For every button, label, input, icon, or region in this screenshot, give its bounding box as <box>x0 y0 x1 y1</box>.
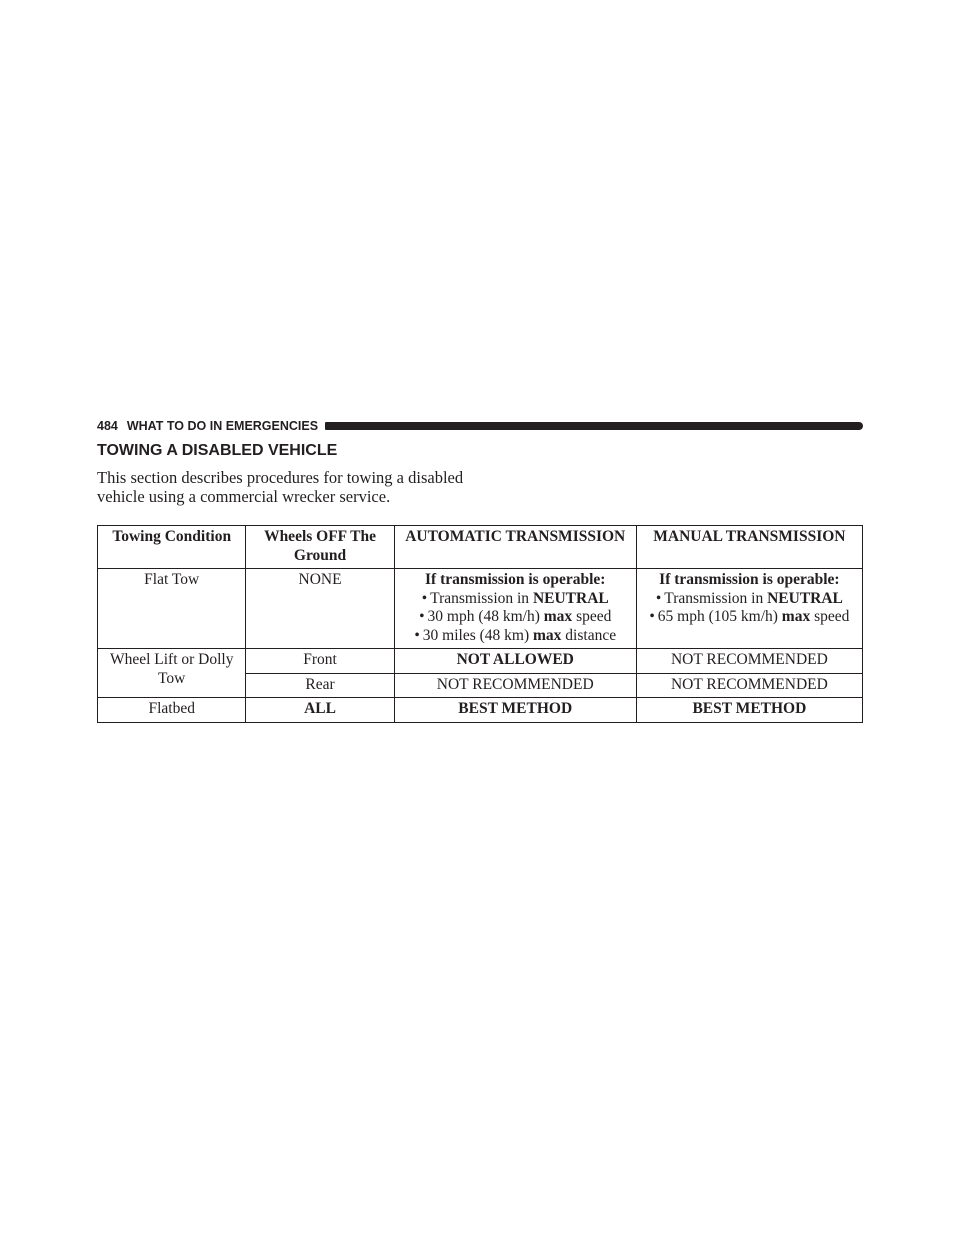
cell-condition-flatbed: Flatbed <box>98 698 246 723</box>
auto-operable-intro: If transmission is operable: <box>425 571 606 588</box>
cell-automatic-front: NOT ALLOWED <box>394 649 636 674</box>
bullet-text: 30 mph (48 km/h) <box>427 608 544 625</box>
cell-manual-front: NOT RECOMMENDED <box>636 649 862 674</box>
table-row-wheel-lift-front <box>98 649 863 674</box>
cell-wheels-flat-tow: NONE <box>246 569 394 649</box>
auto-bullet-list <box>400 590 631 646</box>
towing-table <box>97 525 863 723</box>
running-header <box>97 418 863 434</box>
bullet-text-after: speed <box>572 608 612 625</box>
cell-wheels-rear: Rear <box>246 673 394 698</box>
page-number: 484 <box>97 419 118 433</box>
intro-paragraph: This section describes procedures for towing a disabled vehicle using a commercial wrecker service. <box>97 468 464 506</box>
auto-bullet-speed <box>400 608 631 627</box>
cell-condition-flat-tow: Flat Tow <box>98 569 246 649</box>
auto-bullet-neutral <box>400 590 631 609</box>
bullet-text: 30 miles (48 km) <box>422 626 533 644</box>
bullet-bold: max <box>781 608 811 625</box>
bullet-text: Transmission in <box>664 589 768 607</box>
cell-manual-flatbed: BEST METHOD <box>636 698 862 723</box>
cell-automatic-rear: NOT RECOMMENDED <box>394 673 636 698</box>
bullet-icon: • <box>414 626 420 644</box>
header-manual-transmission: MANUAL TRANSMISSION <box>636 526 862 569</box>
manual-bullet-list <box>642 590 857 627</box>
cell-wheels-front: Front <box>246 649 394 674</box>
chapter-title: WHAT TO DO IN EMERGENCIES <box>126 419 319 433</box>
bullet-text: 65 mph (105 km/h) <box>657 608 782 625</box>
bullet-icon: • <box>419 608 425 625</box>
header-towing-condition: Towing Condition <box>98 526 246 569</box>
bullet-bold: NEUTRAL <box>767 589 843 607</box>
bullet-text: Transmission in <box>430 589 533 607</box>
cell-condition-wheel-lift: Wheel Lift or Dolly Tow <box>98 649 246 698</box>
manual-bullet-neutral <box>642 590 857 609</box>
cell-automatic-flatbed: BEST METHOD <box>394 698 636 723</box>
manual-bullet-speed <box>642 608 857 627</box>
cell-automatic-flat-tow <box>394 569 636 649</box>
bullet-bold: max <box>533 626 562 644</box>
cell-manual-rear: NOT RECOMMENDED <box>636 673 862 698</box>
section-heading: TOWING A DISABLED VEHICLE <box>97 442 338 459</box>
auto-bullet-distance <box>400 627 631 646</box>
bullet-icon: • <box>655 589 662 607</box>
bullet-text-after: speed <box>810 608 850 625</box>
bullet-text-after: distance <box>561 626 617 644</box>
header-rule <box>325 422 863 430</box>
bullet-icon: • <box>649 608 655 625</box>
bullet-bold: NEUTRAL <box>532 589 609 607</box>
table-row-flatbed <box>98 698 863 723</box>
bullet-icon: • <box>421 589 428 607</box>
cell-wheels-flatbed: ALL <box>246 698 394 723</box>
header-automatic-transmission: AUTOMATIC TRANSMISSION <box>394 526 636 569</box>
cell-manual-flat-tow <box>636 569 862 649</box>
header-wheels-off-ground: Wheels OFF The Ground <box>246 526 394 569</box>
table-header-row <box>98 526 863 569</box>
manual-operable-intro: If transmission is operable: <box>659 571 840 588</box>
bullet-bold: max <box>543 608 573 625</box>
table-row-flat-tow <box>98 569 863 649</box>
